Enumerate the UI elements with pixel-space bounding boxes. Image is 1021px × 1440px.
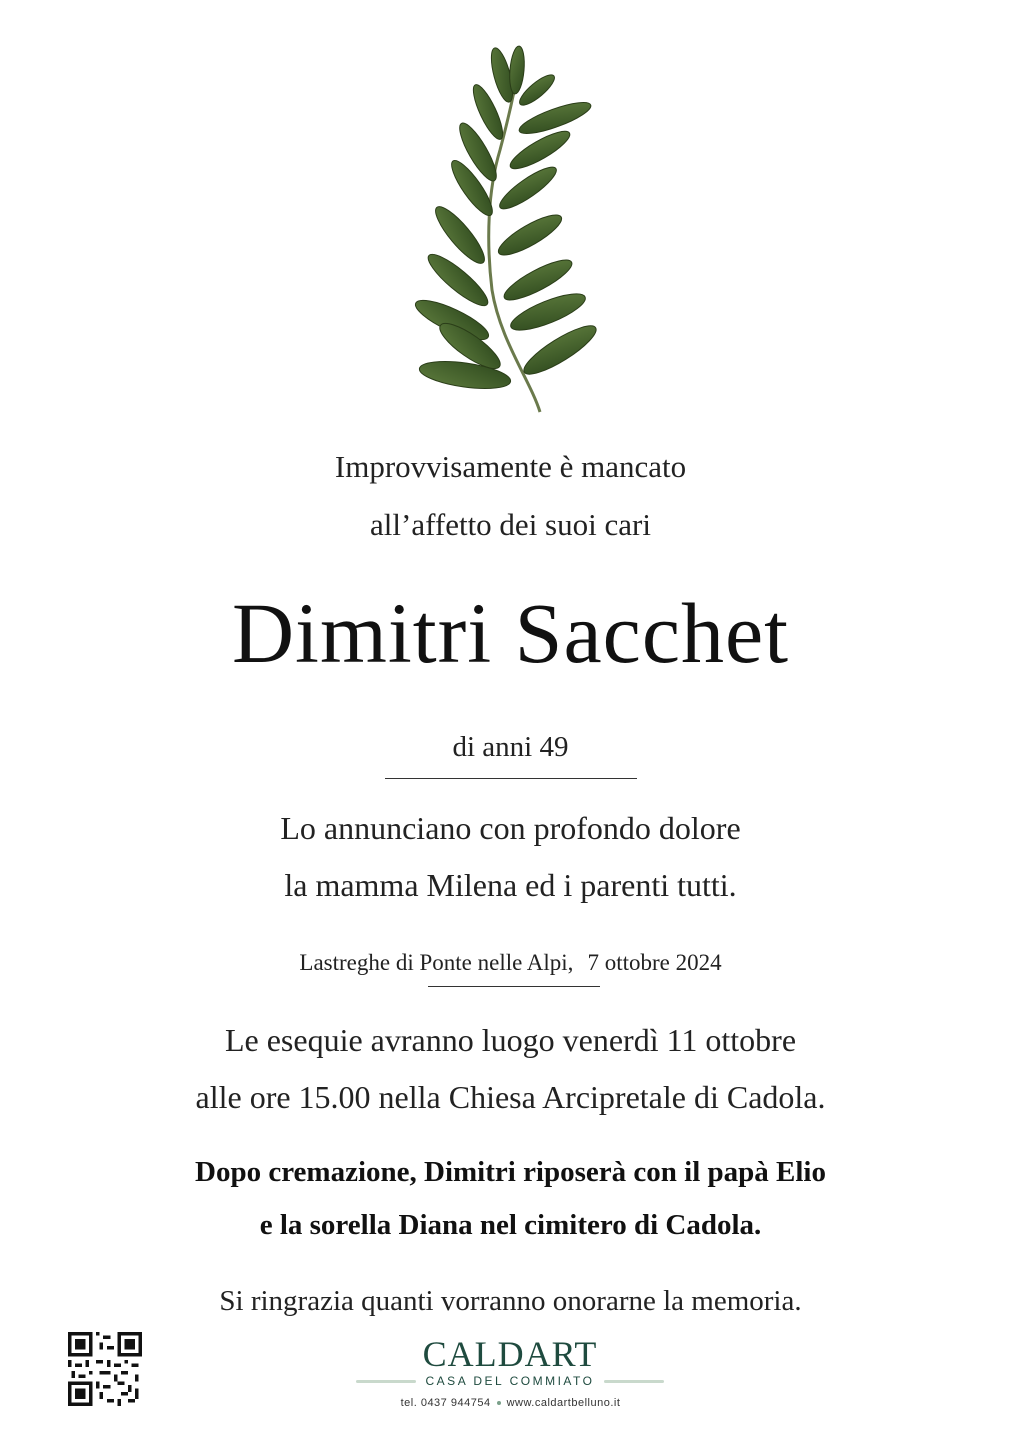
announcement-text (0, 800, 1021, 914)
burial-text (0, 1146, 1021, 1252)
burial-line-1: Dopo cremazione, Dimitri riposerà con il papà Elio (195, 1156, 826, 1188)
announce-line-1: Lo annunciano con profondo dolore (280, 810, 741, 846)
separator-dot (497, 1401, 501, 1405)
brand-line-left (356, 1380, 416, 1383)
contact-line (0, 1397, 1021, 1409)
divider (385, 778, 637, 779)
intro-line-1: Improvvisamente è mancato (334, 449, 687, 484)
funeral-line-2: alle ore 15.00 nella Chiesa Arcipretale di Cadola. (195, 1079, 826, 1115)
intro-text (0, 438, 1021, 554)
burial-line-2: e la sorella Diana nel cimitero di Cadola. (259, 1209, 762, 1241)
deceased-age: di anni 49 (452, 731, 569, 763)
phone: tel. 0437 944754 (400, 1397, 491, 1409)
brand-subtitle: CASA DEL COMMIATO (425, 1374, 595, 1388)
website-link[interactable]: www.caldartbelluno.it (506, 1397, 621, 1409)
funeral-text (0, 1012, 1021, 1126)
place-date (0, 946, 1021, 980)
announce-line-2: la mamma Milena ed i parenti tutti. (284, 867, 737, 903)
intro-line-2: all’affetto dei suoi cari (370, 507, 651, 542)
brand-sub-row (350, 1374, 670, 1388)
olive-branch-icon (380, 40, 640, 420)
date: 7 ottobre 2024 (587, 950, 722, 975)
brand-line-right (604, 1380, 664, 1383)
qr-code-icon (68, 1332, 142, 1406)
deceased-name: Dimitri Sacchet (231, 585, 790, 681)
place: Lastreghe di Ponte nelle Alpi, (299, 950, 574, 975)
funeral-line-1: Le esequie avranno luogo venerdì 11 ottobre (224, 1022, 797, 1058)
thanks-text: Si ringrazia quanti vorranno onorarne la memoria. (219, 1285, 802, 1317)
divider (428, 986, 600, 987)
brand-name: CALDART (422, 1334, 598, 1374)
